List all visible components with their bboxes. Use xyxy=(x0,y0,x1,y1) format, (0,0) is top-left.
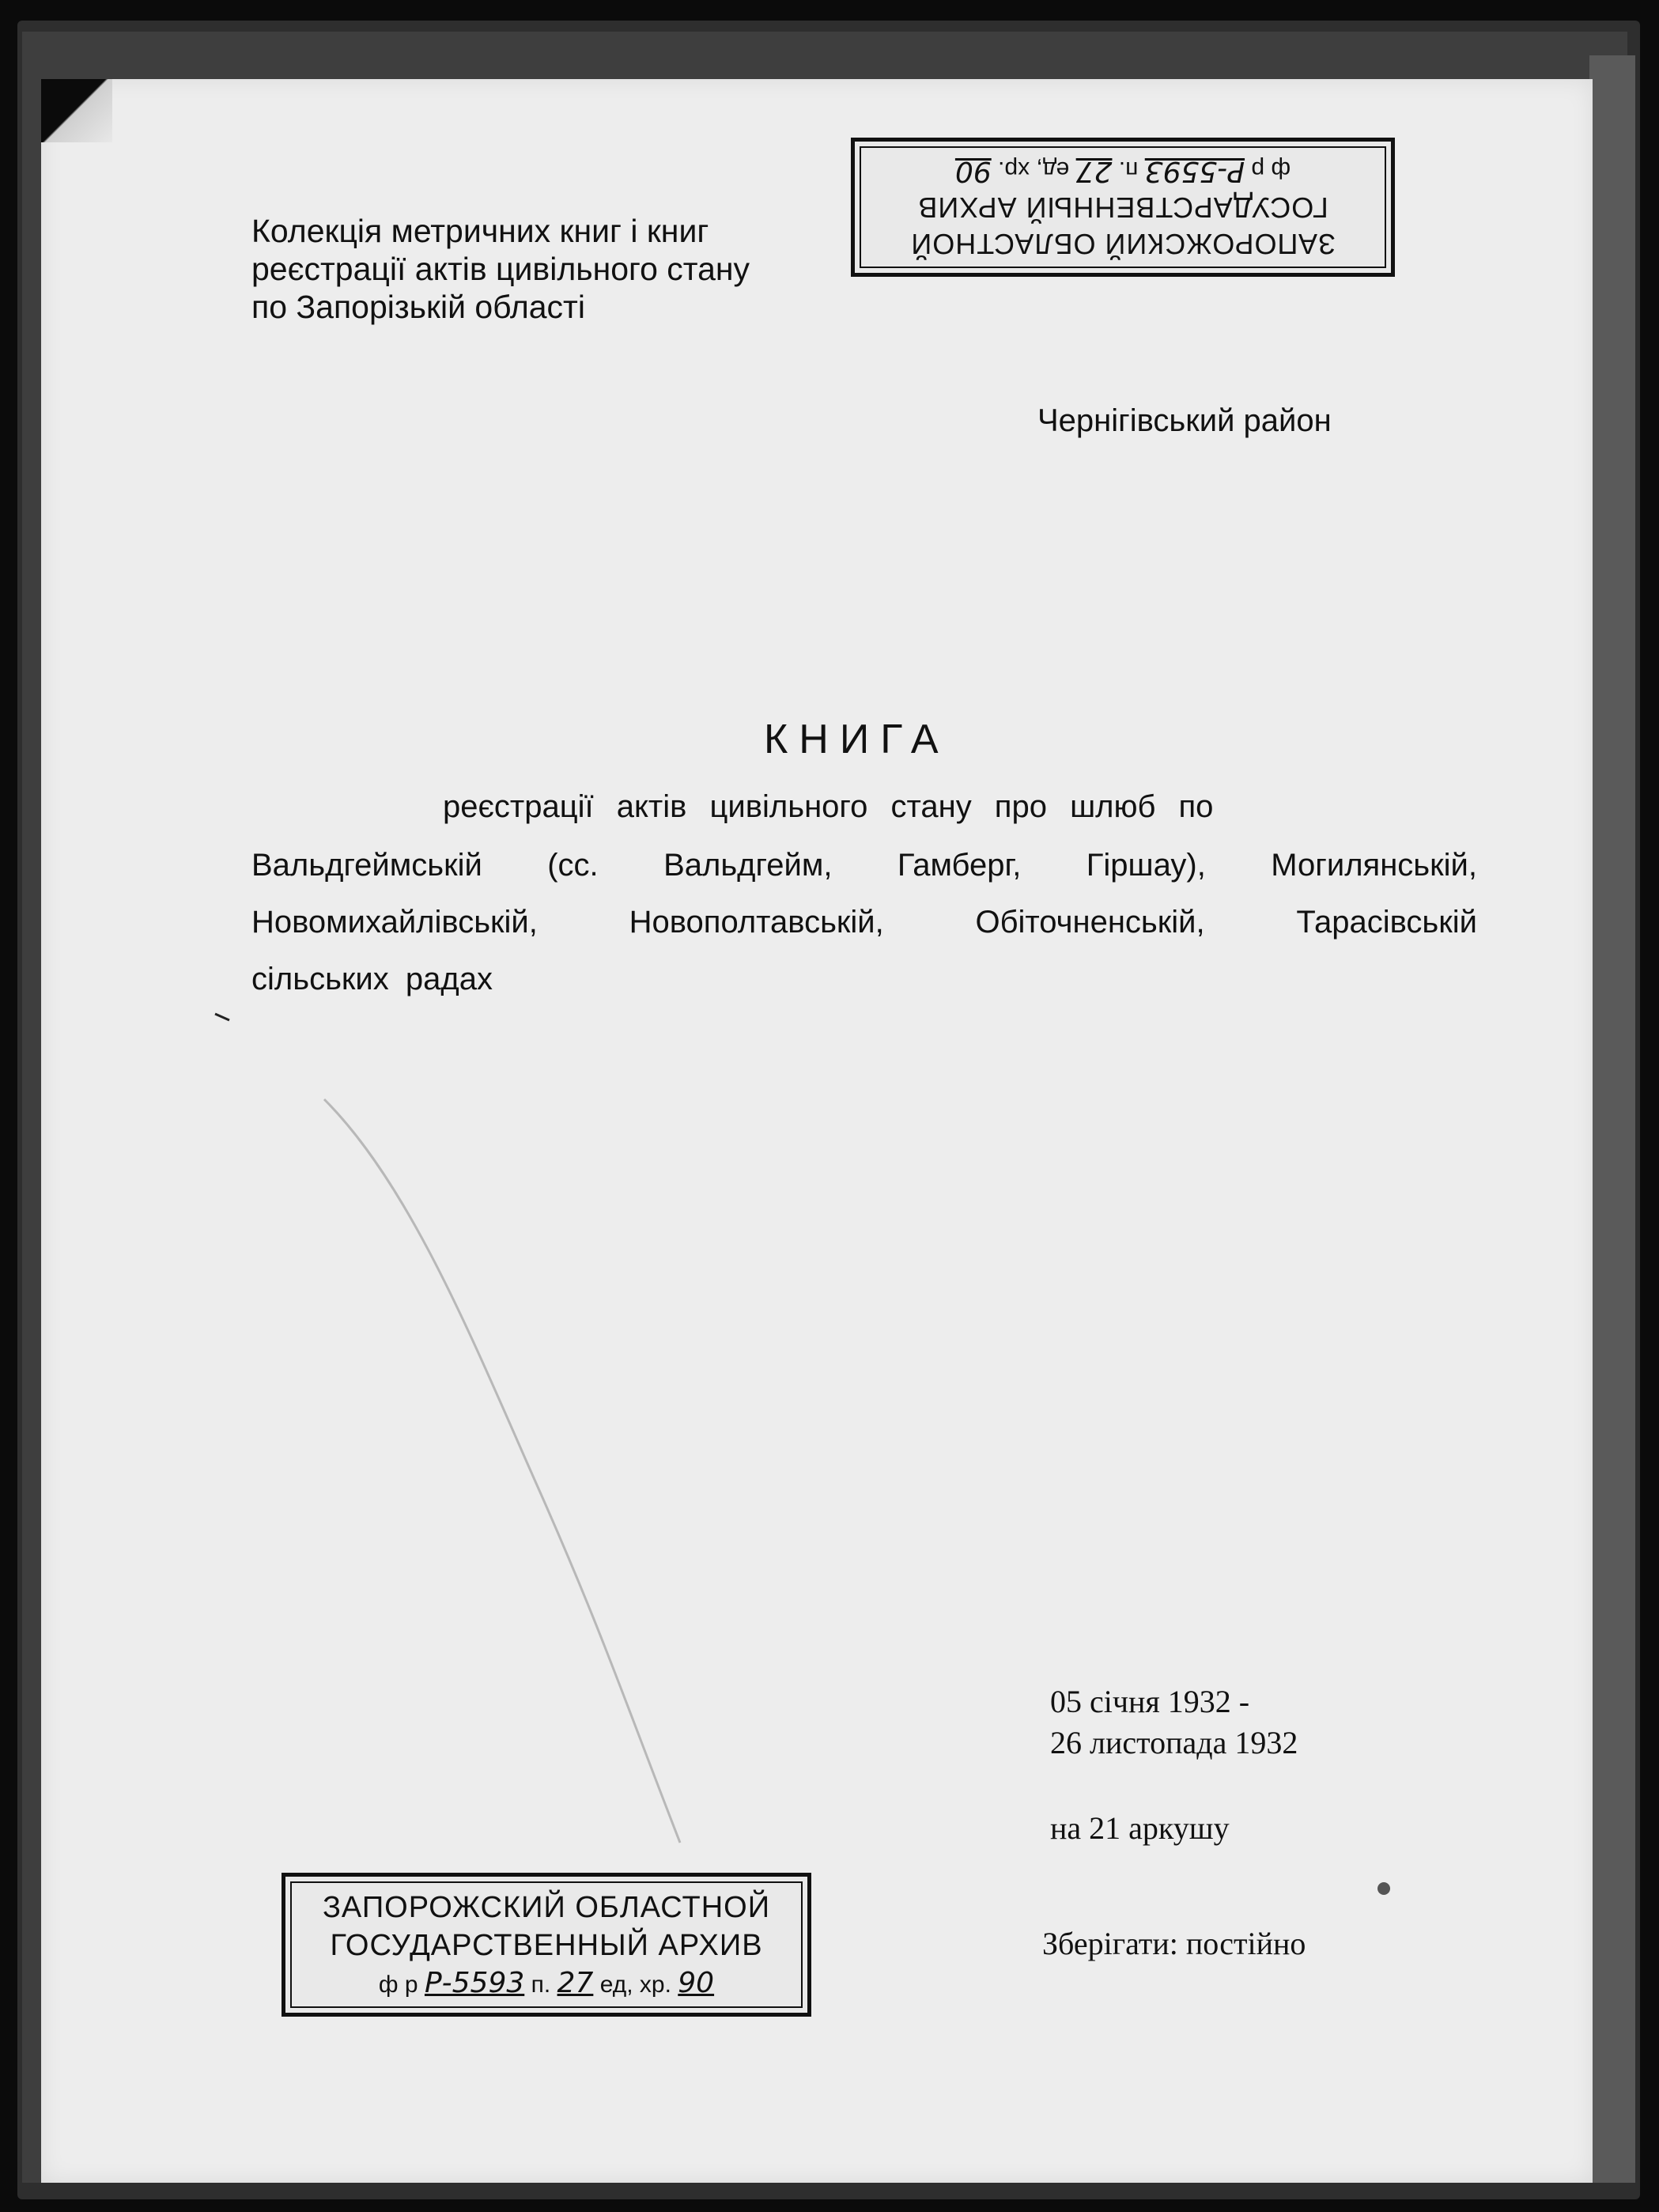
description-word: Новополтавській, xyxy=(629,905,884,940)
description-word: Гіршау), xyxy=(1086,848,1206,883)
stamp-fond: Р-5593 xyxy=(424,1967,525,1999)
description-line-1: реєстрації актів цивільного стану про шлюб по xyxy=(443,789,1214,824)
description-line-2 xyxy=(251,848,1477,883)
description-word: Могилянській, xyxy=(1271,848,1477,883)
description-word: Вальдгейм, xyxy=(663,848,833,883)
stamp-fond-prefix: ф р xyxy=(1251,157,1291,183)
description-line-4: сільських радах xyxy=(251,962,493,996)
stamp-op: 27 xyxy=(557,1967,594,1999)
archive-stamp-top xyxy=(851,138,1395,277)
stamp-line-1: ЗАПОРОЖСКИЙ ОБЛАСТНОЙ xyxy=(910,228,1336,260)
collection-line: Колекція метричних книг і книг xyxy=(251,213,709,249)
stamp-line-2: ГОСУДАРСТВЕННЫЙ АРХИВ xyxy=(330,1929,763,1962)
collection-heading xyxy=(251,212,750,326)
stamp-fond-prefix: ф р xyxy=(378,1972,418,1998)
stamp-ed: 90 xyxy=(954,155,992,187)
description-word: Вальдгеймській xyxy=(251,848,482,883)
retention-note: Зберігати: постійно xyxy=(1042,1926,1306,1961)
stamp-op: 27 xyxy=(1075,155,1113,187)
document-title: КНИГА xyxy=(764,717,950,762)
stamp-ed: 90 xyxy=(678,1967,715,1999)
date-end: 26 листопада 1932 xyxy=(1050,1725,1298,1760)
description-word: Обіточненській, xyxy=(975,905,1205,940)
description-word: Тарасівській xyxy=(1296,905,1477,940)
collection-line: по Запорізькій області xyxy=(251,289,585,325)
stamp-ed-prefix: ед, хр. xyxy=(599,1972,671,1998)
stamp-line-3 xyxy=(855,155,1391,187)
district-label: Чернігівський район xyxy=(1037,403,1332,438)
stamp-line-1: ЗАПОРОЖСКИЙ ОБЛАСТНОЙ xyxy=(322,1891,771,1924)
description-line-3 xyxy=(251,905,1477,940)
stamp-line-3 xyxy=(285,1967,807,1999)
folded-corner xyxy=(41,79,112,142)
stamp-op-prefix: п. xyxy=(531,1972,551,1998)
description-word: (сс. xyxy=(547,848,599,883)
stamp-ed-prefix: ед, хр. xyxy=(998,157,1070,183)
collection-line: реєстрації актів цивільного стану xyxy=(251,251,750,287)
archive-stamp-bottom xyxy=(282,1873,811,2017)
stamp-line-2: ГОСУДАРСТВЕННЫЙ АРХИВ xyxy=(917,191,1328,224)
sheet-count: на 21 аркушу xyxy=(1050,1810,1230,1846)
title-page xyxy=(41,79,1593,2183)
date-start: 05 січня 1932 - xyxy=(1050,1684,1250,1719)
stamp-fond: Р-5593 xyxy=(1144,155,1245,187)
description-word: Новомихайлівській, xyxy=(251,905,538,940)
cover-right-edge xyxy=(1589,55,1635,2183)
stamp-op-prefix: п. xyxy=(1118,157,1139,183)
description-word: Гамберг, xyxy=(897,848,1022,883)
